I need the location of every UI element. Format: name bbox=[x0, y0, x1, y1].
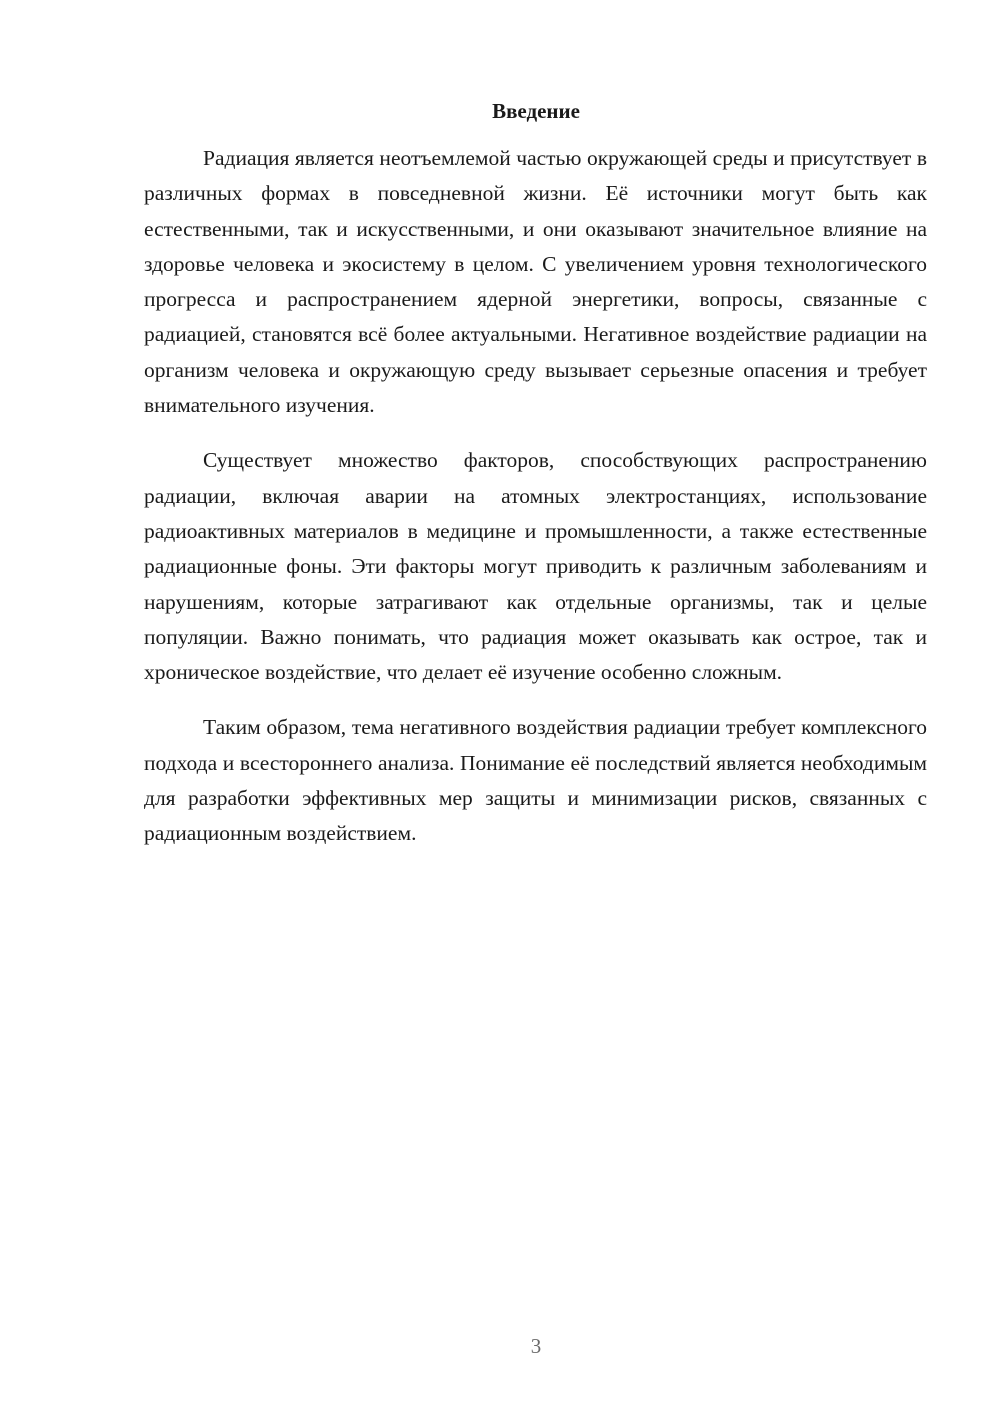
page-number: 3 bbox=[530, 1334, 542, 1358]
paragraph-1: Радиация является неотъемлемой частью окружающей среды и присутствует в различных формах в повседневной жизни. Её источники могут быть как естественными, так и искусственными, и они оказывают значительное влияние на здоровье человека и экосистему в целом. С увеличением уровня технологического прогресса и распространением ядерной энергетики, вопросы, связанные с радиацией, становятся всё более актуальными. Негативное воздействие радиации на организм человека и окружающую среду вызывает серьезные опасения и требует внимательного изучения. bbox=[144, 146, 927, 418]
body-text bbox=[144, 141, 927, 852]
paragraph-2: Существует множество факторов, способствующих распространению радиации, включая аварии на атомных электростанциях, использование радиоактивных материалов в медицине и промышленности, а также естественные радиационные фоны. Эти факторы могут приводить к различным заболеваниям и нарушениям, которые затрагивают как отдельные организмы, так и целые популяции. Важно понимать, что радиация может оказывать как острое, так и хроническое воздействие, что делает её изучение особенно сложным. bbox=[144, 448, 927, 685]
paragraph-3: Таким образом, тема негативного воздействия радиации требует комплексного подхода и всестороннего анализа. Понимание её последствий является необходимым для разработки эффективных мер защиты и минимизации рисков, связанных с радиационным воздействием. bbox=[144, 715, 927, 846]
section-heading: Введение bbox=[492, 99, 580, 123]
